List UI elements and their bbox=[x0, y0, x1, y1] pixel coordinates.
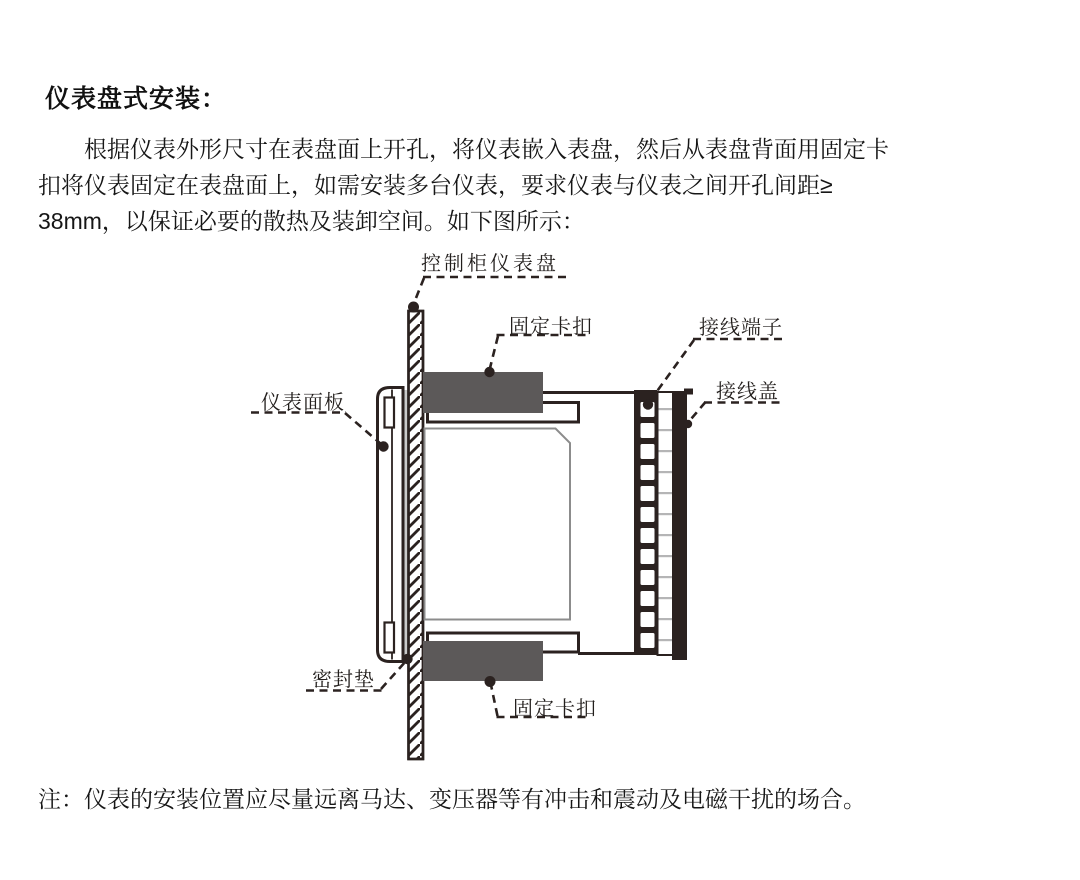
callout-leader bbox=[491, 685, 498, 716]
note-text: 注：仪表的安装位置应尽量远离马达、变压器等有冲击和震动及电磁干扰的场合。 bbox=[38, 786, 866, 812]
label-faceplate: 仪表面板 bbox=[261, 392, 345, 414]
callout-clip-top bbox=[484, 335, 589, 377]
callout-dot bbox=[684, 420, 692, 428]
instrument-faceplate bbox=[378, 388, 404, 662]
terminal-dividers bbox=[659, 402, 673, 650]
fixing-clip-top bbox=[423, 372, 543, 413]
callout-dot bbox=[408, 302, 419, 313]
cabinet-panel bbox=[409, 311, 424, 759]
label-cabinet-panel: 控制柜仪表盘 bbox=[421, 253, 559, 275]
callout-dot bbox=[402, 654, 412, 664]
callout-dot bbox=[485, 676, 496, 687]
callout-leader bbox=[490, 336, 498, 368]
label-wiring-cover: 接线盖 bbox=[716, 381, 779, 403]
label-sealing-gasket: 密封垫 bbox=[312, 669, 375, 691]
callout-leader bbox=[414, 278, 424, 303]
terminal-block bbox=[634, 390, 673, 655]
fixing-clip-bottom bbox=[423, 641, 543, 681]
label-wiring-terminal: 接线端子 bbox=[699, 317, 783, 339]
callout-leader bbox=[345, 413, 381, 444]
callout-panel bbox=[408, 277, 566, 313]
paragraph-line: 38mm，以保证必要的散热及装卸空间。如下图所示： bbox=[38, 208, 585, 234]
paragraph-line: 扣将仪表固定在表盘面上，如需安装多台仪表，要求仪表与仪表之间开孔间距≥ bbox=[38, 172, 833, 198]
callout-leader bbox=[689, 402, 706, 422]
callout-dot bbox=[378, 441, 388, 451]
terminal-screws bbox=[634, 402, 658, 653]
callout-cover bbox=[684, 402, 780, 428]
callout-dot bbox=[643, 399, 653, 409]
label-fixing-clip-bottom: 固定卡扣 bbox=[513, 698, 597, 720]
section-title: 仪表盘式安装： bbox=[45, 85, 228, 113]
faceplate-latch-bottom bbox=[385, 623, 395, 653]
paragraph-line: 根据仪表外形尺寸在表盘面上开孔，将仪表嵌入表盘，然后从表盘背面用固定卡 bbox=[84, 136, 889, 162]
callout-dot bbox=[484, 367, 494, 377]
callout-faceplate bbox=[251, 413, 389, 452]
wiring-cover bbox=[672, 389, 693, 661]
faceplate-latch-top bbox=[385, 398, 395, 428]
label-fixing-clip-top: 固定卡扣 bbox=[509, 316, 593, 338]
callout-leader bbox=[381, 661, 406, 689]
panel-cutout-outline bbox=[425, 429, 571, 620]
